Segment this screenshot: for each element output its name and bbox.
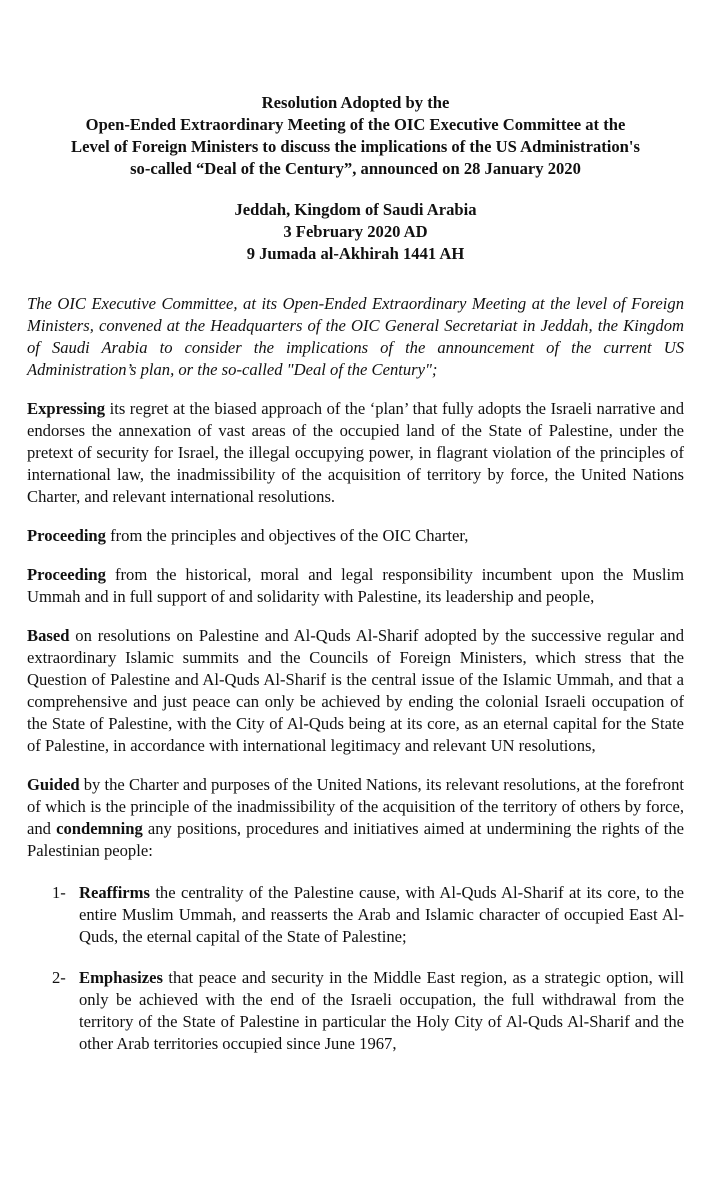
title-line: Open-Ended Extraordinary Meeting of the OIC Executive Committee at the — [85, 115, 626, 134]
preamble-text: its regret at the biased approach of the ‘plan’ that fully adopts the Israeli narrative and endorses the annexation of vast areas of the occupied land of the State of Palestine, under the pretext of security for Israel, the illegal occupying power, in flagrant violation of the principles of international law, the inadmissibility of the acquisition of territory by force, the United Nations Charter, and relevant international resolutions. — [27, 399, 684, 506]
resolution-title — [27, 92, 684, 180]
operative-lead: Reaffirms — [79, 883, 150, 902]
guided-text-end: any positions, procedures and initiatives aimed at undermining the rights of the Palestinian people: — [27, 819, 684, 860]
preamble-text: on resolutions on Palestine and Al-Quds Al-Sharif adopted by the successive regular and extraordinary Islamic summits and the Councils of Foreign Ministers, which stress that the Question of Palestine and Al-Quds Al-Sharif is the central issue of the Islamic Ummah, and that a comprehensive and just peace can only be achieved by ending the colonial Israeli occupation of the State of Palestine, with the City of Al-Quds being at its core, as an eternal capital for the State of Palestine, in accordance with international legitimacy and relevant UN resolutions, — [27, 626, 684, 755]
preamble-paragraph — [27, 525, 684, 547]
intro-paragraph: The OIC Executive Committee, at its Open-Ended Extraordinary Meeting at the level of Foreign Ministers, convened at the Headquarters of the OIC General Secretariat in Jeddah, the Kingdom of Saudi Arabia to consider the implications of the announcement of the current US Administration’s plan, or the so-called "Deal of the Century"; — [27, 294, 684, 379]
operative-list — [27, 882, 684, 1055]
operative-number: 1- — [52, 883, 66, 902]
preamble-paragraph — [27, 564, 684, 608]
operative-item — [27, 882, 684, 948]
preamble-lead: Based — [27, 626, 70, 645]
operative-text: that peace and security in the Middle East region, as a strategic option, will only be achieved with the end of the Israeli occupation, the full withdrawal from the territory of the State of Palestine in particular the Holy City of Al-Quds Al-Sharif and the other Arab territories occupied since June 1967, — [79, 968, 684, 1053]
preamble-text: from the historical, moral and legal responsibility incumbent upon the Muslim Ummah and in full support of and solidarity with Palestine, its leadership and people, — [27, 565, 684, 606]
date-ah: 9 Jumada al-Akhirah 1441 AH — [246, 244, 465, 263]
preamble-lead: Proceeding — [27, 526, 106, 545]
guided-lead: Guided — [27, 775, 80, 794]
preamble-paragraph — [27, 625, 684, 757]
operative-number: 2- — [52, 968, 66, 987]
location: Jeddah, Kingdom of Saudi Arabia — [234, 200, 477, 219]
guided-paragraph — [27, 774, 684, 862]
date-ad: 3 February 2020 AD — [283, 222, 428, 241]
operative-text: the centrality of the Palestine cause, with Al-Quds Al-Sharif at its core, to the entire Muslim Ummah, and reasserts the Arab and Islamic character of occupied East Al-Quds, the eternal capital of the State of Palestine; — [79, 883, 684, 946]
title-line: so-called “Deal of the Century”, announced on 28 January 2020 — [130, 159, 581, 178]
preamble-text: from the principles and objectives of the OIC Charter, — [105, 526, 469, 545]
place-and-date — [27, 199, 684, 265]
operative-item — [27, 967, 684, 1055]
operative-lead: Emphasizes — [79, 968, 163, 987]
condemning-lead: condemning — [56, 819, 143, 838]
preamble-lead: Proceeding — [27, 565, 106, 584]
title-line: Resolution Adopted by the — [261, 93, 450, 112]
guided-text: by the Charter and purposes of the United Nations, its relevant resolutions, at the forefront of which is the principle of the inadmissibility of the acquisition of the territory of others by force, and — [27, 775, 684, 838]
preamble-lead: Expressing — [27, 399, 106, 418]
title-line: Level of Foreign Ministers to discuss the implications of the US Administration's — [71, 137, 640, 156]
preamble-paragraph — [27, 398, 684, 508]
